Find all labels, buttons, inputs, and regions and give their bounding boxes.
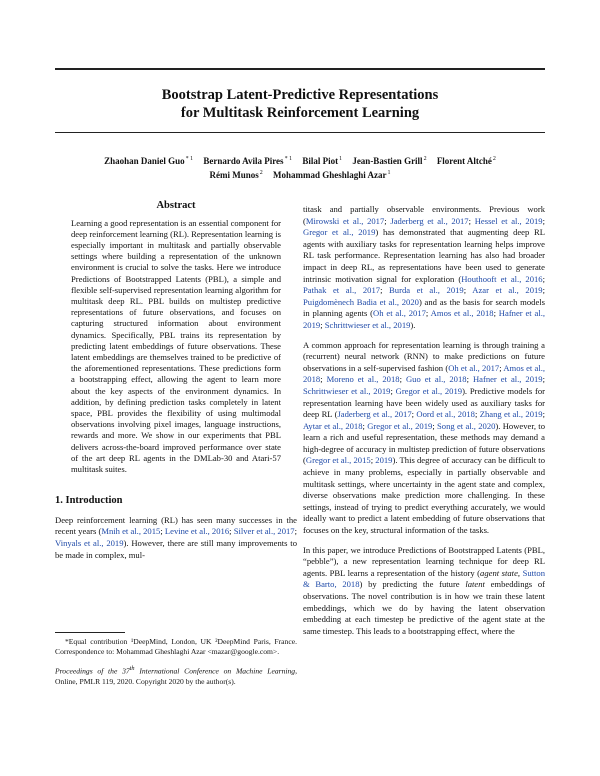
title-rule-bottom: [55, 132, 545, 133]
author: Florent Altché$^2$: [436, 156, 496, 166]
author: Bernardo Avila Pires$^{* 1}$: [203, 156, 293, 166]
author: Zhaohan Daniel Guo$^{* 1}$: [104, 156, 194, 166]
footnote-rule: [55, 632, 125, 633]
paper-title-line1: Bootstrap Latent-Predictive Representations: [161, 87, 439, 103]
citation-link[interactable]: Jaderberg et al., 2017: [337, 409, 412, 420]
citation-link[interactable]: Gregor et al., 2019: [395, 385, 463, 396]
citation-link[interactable]: Aytar et al., 2018: [303, 420, 363, 431]
citation-link[interactable]: Moreno et al., 2018: [326, 374, 400, 385]
citation-link[interactable]: Zhang et al., 2019: [479, 409, 543, 420]
citation-link[interactable]: Vinyals et al., 2019: [55, 538, 124, 549]
citation-link[interactable]: Gregor et al., 2015: [305, 455, 371, 466]
citation-link[interactable]: Jaderberg et al., 2017: [390, 215, 469, 226]
author-row-2: [55, 168, 545, 182]
citation-link[interactable]: Amos et al., 2018: [303, 362, 545, 385]
author: Rémi Munos$^2$: [209, 170, 263, 180]
right-column: [303, 204, 545, 645]
paper-title: [55, 86, 545, 122]
intro-paragraph: Deep reinforcement learning (RL) has seen many successes in the recent years (Mnih et al., 2015; Levine et al., 2016; Silver et al., 2017; Vinyals et al., 2019). However, there are still many improvements to be made in complex, mul-: [55, 514, 297, 560]
citation-link[interactable]: Gregor et al., 2019: [367, 420, 433, 431]
abstract-heading: Abstract: [156, 200, 196, 211]
citation-link[interactable]: Houthooft et al., 2016: [461, 273, 543, 284]
citation-link[interactable]: Oh et al., 2017: [448, 362, 500, 373]
citation-link[interactable]: Amos et al., 2018: [430, 308, 494, 319]
citation-link[interactable]: Levine et al., 2016: [164, 526, 230, 537]
citation-link[interactable]: Gregor et al., 2019: [303, 227, 376, 238]
citation-link[interactable]: Puigdomènech Badia et al., 2020: [303, 296, 419, 307]
citation-link[interactable]: Guo et al., 2018: [405, 374, 467, 385]
author-row-1: [55, 154, 545, 168]
citation-link[interactable]: Hafner et al., 2019: [472, 374, 543, 385]
citation-link[interactable]: Sutton & Barto, 2018: [303, 567, 546, 590]
paper-title-line2: for Multitask Reinforcement Learning: [180, 105, 420, 121]
body-paragraph: titask and partially observable environments. Previous work (Mirowski et al., 2017; Jaderberg et al., 2017; Hessel et al., 2019; Gregor et al., 2019) has demonstrated that augmenting deep RL agents with auxiliary tasks for representation learning helps improve RL task performance. Representation learning has also had broader impact in deep RL, as representations have been used to generate intrinsic motivation signal for exploration (Houthooft et al., 2016; Pathak et al., 2017; Burda et al., 2019; Azar et al., 2019; Puigdomènech Badia et al., 2020) and as the basis for search models in planning agents (Oh et al., 2017; Amos et al., 2018; Hafner et al., 2019; Schrittwieser et al., 2019).: [303, 204, 546, 330]
abstract-text: Learning a good representation is an essential component for deep reinforcement learning (RL). Representation learning is especially important in multitask and partially observable settings where building a representation of the unknown environment is crucial to solve the tasks. Here we introduce Predictions of Bootstrapped Latents (PBL), a simple and flexible self-supervised representation learning algorithm for multitask deep RL. PBL builds on multistep predictive representations of future observations, and focuses on capturing structured information about environment dynamics. Specifically, PBL trains its representation by predicting latent embeddings of future observations. These latent embeddings are themselves trained to be predictive of the aforementioned representations. These predictions form a bootstrapping effect, allowing the agent to learn more about the key aspects of the environment dynamics. In addition, by defining prediction tasks completely in latent space, PBL provides the flexibility of using multimodal observations involving pixel images, language instructions, rewards and more. We show in our experiments that PBL delivers across-the-board improved performance over state of the art deep RL agents in the DMLab-30 and Atari-57 multitask suites.: [71, 217, 281, 475]
citation-link[interactable]: Song et al., 2020: [437, 420, 496, 431]
citation-link[interactable]: Schrittwieser et al., 2019: [324, 319, 411, 330]
citation-link[interactable]: Burda et al., 2019: [389, 285, 464, 296]
body-paragraph: A common approach for representation learning is through training a (recurrent) neural network (RNN) to make predictions on future observations in a self-supervised fashion (Oh et al., 2017; Amos et al., 2018; Moreno et al., 2018; Guo et al., 2018; Hafner et al., 2019; Schrittwieser et al., 2019; Gregor et al., 2019). Predictive models for representation learning have been widely used as auxiliary tasks for deep RL (Jaderberg et al., 2017; Oord et al., 2018; Zhang et al., 2019; Aytar et al., 2018; Gregor et al., 2019; Song et al., 2020). However, to learn a rich and useful representation, these methods may demand a high-degree of accuracy in multistep prediction of future observations (Gregor et al., 2015; 2019). This degree of accuracy can be difficult to achieve in many problems, especially in partially observable and multitask settings, where uncertainty in the agent state and complex, diverse observations make prediction more challenging. In these settings, instead of trying to predict everything accurately, we would ideally want to predict a latent embedding of future observations that focuses on the key, structural information of the tasks.: [303, 339, 545, 536]
footnote-proceedings: Proceedings of the 37th International Conference on Machine Learning, Online, PMLR 119, 2020. Copyright 2020 by the author(s).: [55, 665, 297, 686]
citation-link[interactable]: Pathak et al., 2017: [303, 285, 381, 296]
author-list: [55, 154, 545, 182]
footnote-affiliations: *Equal contribution ¹DeepMind, London, UK ²DeepMind Paris, France. Correspondence to: Mohammad Gheshlaghi Azar <mazar@google.com>.: [55, 637, 297, 656]
citation-link[interactable]: Oh et al., 2017: [373, 308, 426, 319]
title-rule-top: [55, 68, 545, 70]
citation-link[interactable]: 2019: [375, 455, 393, 466]
citation-link[interactable]: Schrittwieser et al., 2019: [303, 385, 391, 396]
citation-link[interactable]: Mnih et al., 2015: [101, 526, 161, 537]
footnotes: [55, 632, 297, 687]
citation-link[interactable]: Hafner et al., 2019: [303, 308, 546, 330]
author: Jean-Bastien Grill$^2$: [352, 156, 427, 166]
citation-link[interactable]: Azar et al., 2019: [472, 285, 543, 296]
citation-link[interactable]: Oord et al., 2018: [416, 409, 475, 420]
body-paragraph: In this paper, we introduce Predictions of Bootstrapped Latents (PBL, “pebble”), a new representation learning technique for deep RL agents. PBL learns a representation of the history (agent state, Sutton & Barto, 2018) by predicting the future latent embeddings of observations. The novel contribution is in how we train these latent embeddings, which we do by having the latent observation embedding at each timestep be predictive of the agent state at the same timestep. This leads to a bootstrapping effect, where the: [303, 544, 546, 636]
citation-link[interactable]: Hessel et al., 2019: [474, 215, 543, 226]
author: Bilal Piot$^1$: [302, 156, 343, 166]
citation-link[interactable]: Mirowski et al., 2017: [305, 215, 385, 226]
left-column: [55, 200, 297, 569]
author: Mohammad Gheshlaghi Azar$^1$: [272, 170, 391, 180]
citation-link[interactable]: Silver et al., 2017: [233, 526, 295, 537]
section-heading-introduction: 1. Introduction: [55, 495, 123, 507]
